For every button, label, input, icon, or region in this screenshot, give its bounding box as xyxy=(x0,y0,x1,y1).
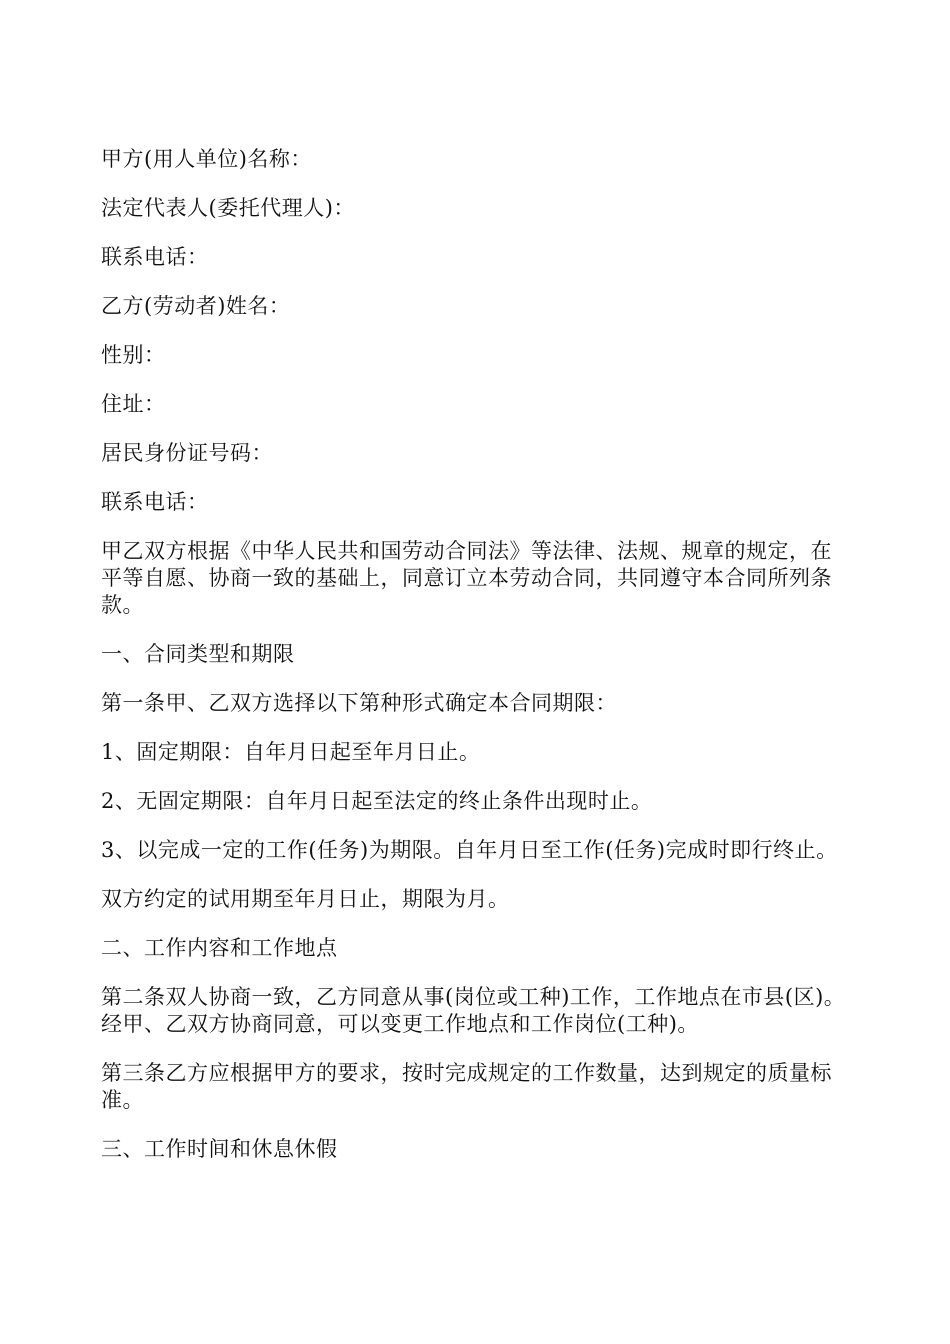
article-1: 第一条甲、乙双方选择以下第种形式确定本合同期限： xyxy=(101,691,617,715)
document-body xyxy=(101,146,853,1185)
term-option-3: 3、以完成一定的工作(任务)为期限。自年月日至工作(任务)完成时即行终止。 xyxy=(101,838,838,862)
address-line: 住址： xyxy=(101,392,166,416)
preamble-paragraph: 甲乙双方根据《中华人民共和国劳动合同法》等法律、法规、规章的规定，在平等自愿、协商一致的基础上，同意订立本劳动合同，共同遵守本合同所列条款。 xyxy=(101,539,832,617)
article-3: 第三条乙方应根据甲方的要求，按时完成规定的工作数量，达到规定的质量标准。 xyxy=(101,1061,832,1112)
term-option-1: 1、固定期限：自年月日起至年月日止。 xyxy=(101,740,481,764)
section-heading-3: 三、工作时间和休息休假 xyxy=(101,1137,338,1161)
section-heading-1: 一、合同类型和期限 xyxy=(101,642,295,666)
party-b-phone-line: 联系电话： xyxy=(101,490,209,514)
party-a-name-line: 甲方(用人单位)名称： xyxy=(101,147,312,171)
legal-representative-line: 法定代表人(委托代理人)： xyxy=(101,196,355,220)
article-2: 第二条双人协商一致，乙方同意从事(岗位或工种)工作，工作地点在市县(区)。经甲、乙双方协商同意，可以变更工作地点和工作岗位(工种)。 xyxy=(101,985,846,1036)
probation-line: 双方约定的试用期至年月日止，期限为月。 xyxy=(101,887,510,911)
party-b-name-line: 乙方(劳动者)姓名： xyxy=(101,294,291,318)
gender-line: 性别： xyxy=(101,343,166,367)
section-heading-2: 二、工作内容和工作地点 xyxy=(101,936,338,960)
term-option-2: 2、无固定期限：自年月日起至法定的终止条件出现时止。 xyxy=(101,789,653,813)
id-number-line: 居民身份证号码： xyxy=(101,441,273,465)
party-a-phone-line: 联系电话： xyxy=(101,245,209,269)
